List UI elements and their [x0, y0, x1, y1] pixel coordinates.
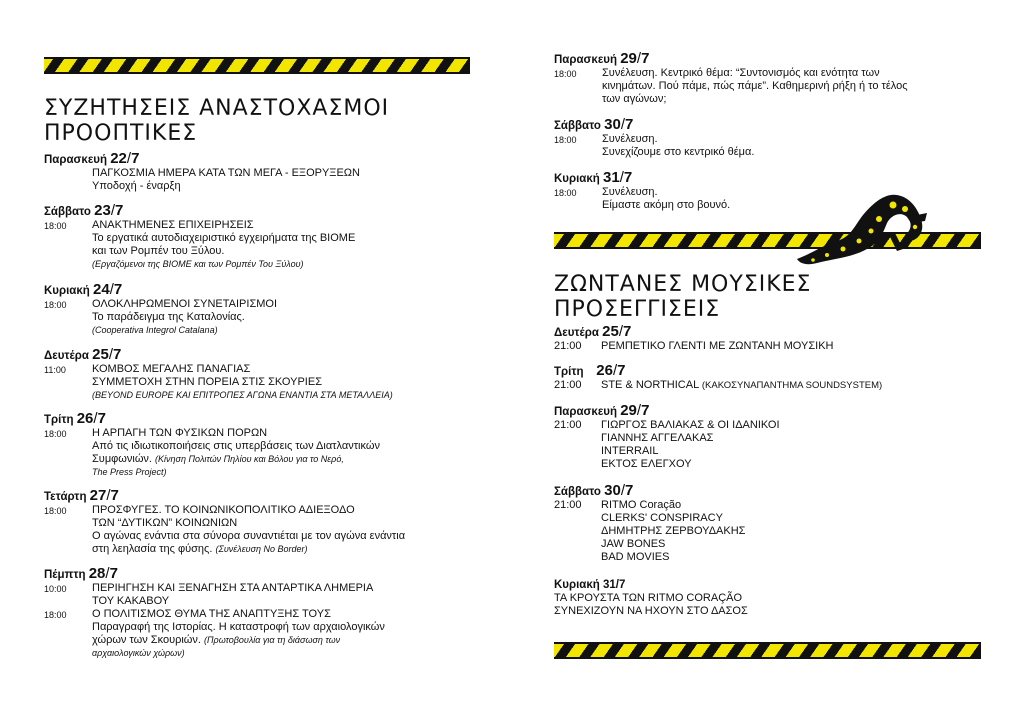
event-line: Παραγραφή της Ιστορίας. Η καταστροφή των αρχαιολογικών	[92, 621, 385, 633]
event-time: 18:00	[44, 429, 67, 439]
event-title: ΠΑΓΚΟΣΜΙΑ ΗΜΕΡΑ ΚΑΤΑ ΤΩΝ ΜΕΓΑ - ΕΞΟΡΥΞΕΩΝ	[92, 167, 360, 179]
event-time: 10:00	[44, 584, 67, 594]
day-block	[44, 348, 393, 402]
event-line: ΣΥΜΜΕΤΟΧΗ ΣΤΗΝ ΠΟΡΕΙΑ ΣΤΙΣ ΣΚΟΥΡΙΕΣ	[92, 376, 322, 388]
day-block	[44, 567, 385, 660]
day-heading: Κυριακή 31/7	[554, 579, 626, 591]
section-title-discussions: ΣΥΖΗΤΗΣΕΙΣ ΑΝΑΣΤΟΧΑΣΜΟΙ ΠΡΟΟΠΤΙΚΕΣ	[44, 96, 390, 146]
day-heading: Τρίτη 26/7	[554, 362, 626, 379]
event-time: 18:00	[44, 221, 67, 231]
event-note: αρχαιολογικών χώρων)	[92, 648, 185, 658]
event-time: 11:00	[44, 365, 66, 375]
day-heading: Σάββατο 30/7	[554, 482, 634, 499]
day-heading: Τρίτη 26/7	[44, 410, 106, 427]
day-heading: Πέμπτη 28/7	[44, 565, 118, 582]
performer: BAD MOVIES	[601, 551, 670, 563]
event	[44, 608, 385, 660]
performer: ΕΚΤΟΣ ΕΛΕΓΧΟΥ	[601, 458, 692, 470]
event-time: 21:00	[554, 379, 582, 391]
event	[554, 67, 908, 106]
event-line: κινημάτων. Πού πάμε, πώς πάμε”. Καθημερινή ρήξη ή το τέλος	[602, 80, 908, 92]
day-heading: Σάββατο 30/7	[554, 116, 634, 133]
event-time: 21:00	[554, 499, 582, 511]
event	[44, 298, 277, 337]
event-line: και των Ρομπέν του Ξύλου.	[92, 245, 225, 257]
day-block	[44, 489, 405, 556]
event-note: (Συνέλευση No Border)	[215, 544, 308, 554]
event-note: (Κίνηση Πολιτών Πηλίου και Βόλου για το Νερό,	[155, 454, 344, 464]
music-day-block	[554, 325, 833, 353]
closing-block	[554, 578, 748, 618]
section-title-music: ΖΩΝΤΑΝΕΣ ΜΟΥΣΙΚΕΣ ΠΡΟΣΕΓΓΙΣΕΙΣ	[554, 272, 812, 322]
music-day-block	[554, 364, 882, 392]
event	[554, 186, 730, 212]
hazard-tape-right-bottom	[554, 642, 981, 659]
event-line: Υποδοχή - έναρξη	[92, 180, 181, 192]
day-block	[554, 118, 754, 159]
event-note: (Πρωτοβουλία για τη διάσωση των	[204, 635, 341, 645]
event	[44, 427, 380, 479]
event-time: 18:00	[44, 610, 67, 620]
event-time: 18:00	[554, 69, 577, 79]
event	[554, 133, 754, 159]
salamander-icon	[793, 185, 933, 273]
day-block	[44, 204, 355, 271]
event-note: The Press Project)	[92, 467, 167, 477]
performer: ΡΕΜΠΕΤΙΚΟ ΓΛΕΝΤΙ ΜΕ ΖΩΝΤΑΝΗ ΜΟΥΣΙΚΗ	[601, 340, 834, 352]
event	[554, 379, 882, 392]
day-block	[44, 152, 360, 193]
event-line: στη λεηλασία της φύσης. (Συνέλευση No Border)	[92, 543, 308, 555]
performer: ΣΥΝΕΧΙΖΟΥΝ ΝΑ ΗΧΟΥΝ ΣΤΟ ΔΑΣΟΣ	[554, 605, 748, 617]
event	[554, 592, 748, 618]
day-heading: Κυριακή 24/7	[44, 281, 123, 298]
event	[44, 167, 360, 193]
event-line: Συνεχίζουμε στο κεντρικό θέμα.	[602, 146, 755, 158]
event-title: Η ΑΡΠΑΓΗ ΤΩΝ ΦΥΣΙΚΩΝ ΠΟΡΩΝ	[92, 427, 268, 439]
performer: ΤΑ ΚΡΟΥΣΤΑ ΤΩΝ RITMO CORAÇÃO	[554, 592, 743, 604]
event-time: 18:00	[44, 300, 67, 310]
event-line: Από τις ιδιωτικοποιήσεις στις υπερβάσεις των Διατλαντικών	[92, 440, 380, 452]
event-note: (Cooperativa Integrol Catalana)	[92, 325, 218, 335]
event-title: ΠΕΡΙΗΓΗΣΗ ΚΑΙ ΞΕΝΑΓΗΣΗ ΣΤΑ ΑΝΤΑΡΤΙΚΑ ΛΗΜΕΡΙΑ	[92, 582, 374, 594]
event	[44, 363, 393, 402]
event-title: Ο ΠΟΛΙΤΙΣΜΟΣ ΘΥΜΑ ΤΗΣ ΑΝΑΠΤΥΞΗΣ ΤΟΥΣ	[92, 608, 331, 620]
event	[44, 582, 385, 608]
event-line: Το εργατικά αυτοδιαχειριστικό εγχειρήματα της ΒΙΟΜΕ	[92, 232, 356, 244]
event-time: 18:00	[554, 188, 577, 198]
day-heading: Σάββατο 23/7	[44, 202, 124, 219]
event-line: Ο αγώνας ενάντια στα σύνορα συναντιέται με τον αγώνα ενάντια	[92, 530, 406, 542]
day-block	[44, 283, 277, 337]
day-heading: Παρασκευή 22/7	[44, 150, 140, 167]
event	[44, 504, 405, 556]
event-time: 18:00	[554, 135, 577, 145]
event-note: (BEYOND EUROPE ΚΑΙ ΕΠΙΤΡΟΠΕΣ ΑΓΩΝΑ ΕΝΑΝΤΙΑ ΣΤΑ ΜΕΤΑΛΛΕΙΑ)	[92, 390, 393, 400]
performer-note: (ΚΑΚΟΣΥΝΑΠΑΝΤΗΜΑ SOUNDSYSTEM)	[701, 380, 883, 391]
event-time: 21:00	[554, 340, 582, 352]
day-heading: Δευτέρα 25/7	[554, 323, 632, 340]
event-line: των αγώνων;	[602, 93, 667, 105]
performer: RITMO Coração	[601, 499, 682, 511]
event-title: Συνέλευση.	[602, 186, 658, 198]
event-title: ΠΡΟΣΦΥΓΕΣ. ΤΟ ΚΟΙΝΩΝΙΚΟΠΟΛΙΤΙΚΟ ΑΔΙΕΞΟΔΟ	[92, 504, 355, 516]
performer: JAW BONES	[601, 538, 666, 550]
day-heading: Παρασκευή 29/7	[554, 50, 650, 67]
event-line: Συμφωνιών. (Κίνηση Πολιτών Πηλίου και Βόλου για το Νερό,	[92, 453, 344, 465]
performer: INTERRAIL	[601, 445, 659, 457]
event-time: 18:00	[44, 506, 67, 516]
event	[554, 419, 780, 471]
day-block	[44, 412, 380, 479]
day-block	[554, 52, 908, 106]
day-heading: Δευτέρα 25/7	[44, 346, 122, 363]
event	[554, 499, 745, 564]
event-title: ΑΝΑΚΤΗΜΕΝΕΣ ΕΠΙΧΕΙΡΗΣΕΙΣ	[92, 219, 254, 231]
event-time	[44, 167, 92, 193]
hazard-tape-left-top	[44, 57, 470, 74]
event-title: ΟΛΟΚΛΗΡΩΜΕΝΟΙ ΣΥΝΕΤΑΙΡΙΣΜΟΙ	[92, 298, 278, 310]
event-title: Συνέλευση. Κεντρικό θέμα: “Συντονισμός και ενότητα των	[602, 67, 880, 79]
performer: CLERKS' CONSPIRACY	[601, 512, 723, 524]
event-title: ΤΩΝ “ΔΥΤΙΚΩΝ” ΚΟΙΝΩΝΙΩΝ	[92, 517, 238, 529]
event-title: ΚΟΜΒΟΣ ΜΕΓΑΛΗΣ ΠΑΝΑΓΙΑΣ	[92, 363, 251, 375]
event-title: ΤΟΥ ΚΑΚΑΒΟΥ	[92, 595, 170, 607]
day-heading: Κυριακή 31/7	[554, 169, 633, 186]
day-heading: Τετάρτη 27/7	[44, 487, 119, 504]
day-heading: Παρασκευή 29/7	[554, 402, 650, 419]
event-note: (Εργαζόμενοι της ΒΙΟΜΕ και των Ρομπέν Του Ξύλου)	[92, 259, 304, 269]
event-title: Συνέλευση.	[602, 133, 658, 145]
event	[44, 219, 355, 271]
performer: STE & NORTHICAL (ΚΑΚΟΣΥΝΑΠΑΝΤΗΜΑ SOUNDSYSTEM)	[601, 379, 883, 391]
music-day-block	[554, 484, 745, 564]
music-day-block	[554, 404, 780, 471]
event-time: 21:00	[554, 419, 582, 431]
event	[554, 340, 833, 353]
event-line: Το παράδειγμα της Καταλονίας.	[92, 311, 245, 323]
performer: ΔΗΜΗΤΡΗΣ ΖΕΡΒΟΥΔΑΚΗΣ	[601, 525, 746, 537]
event-line: Είμαστε ακόμη στο βουνό.	[602, 199, 731, 211]
day-block	[554, 171, 730, 212]
performer: ΓΙΑΝΝΗΣ ΑΓΓΕΛΑΚΑΣ	[601, 432, 714, 444]
performer: ΓΙΩΡΓΟΣ ΒΑΛΙΑΚΑΣ & ΟΙ ΙΔΑΝΙΚΟΙ	[601, 419, 780, 431]
event-line: χώρων των Σκουριών. (Πρωτοβουλία για τη διάσωση των	[92, 634, 341, 646]
